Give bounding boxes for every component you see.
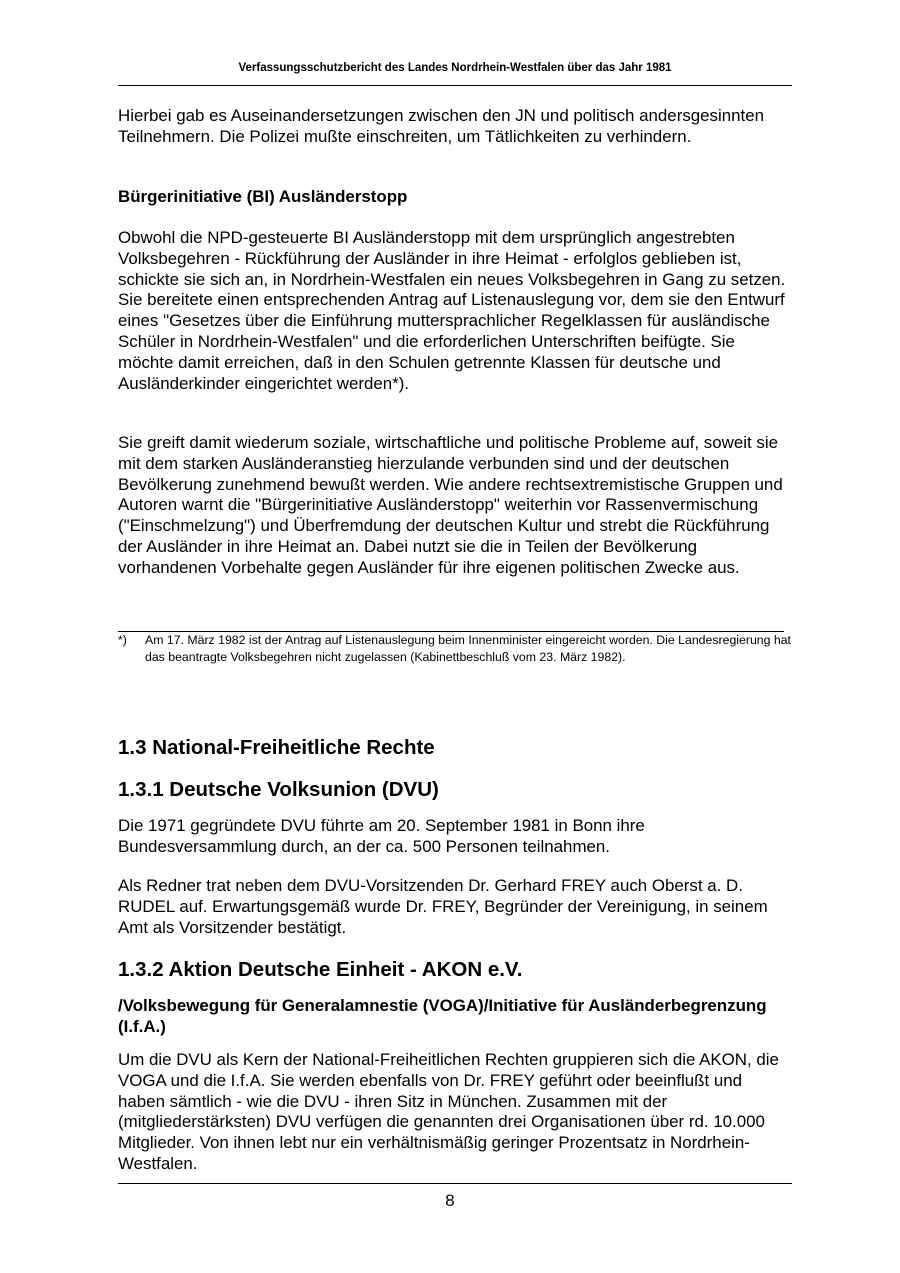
footnote-mark: *) (118, 633, 127, 647)
section-heading-1-3-2 (118, 957, 792, 983)
subheading-voga-ifa (118, 996, 792, 1038)
paragraph-text: Die 1971 gegründete DVU führte am 20. September 1981 in Bonn ihre Bundesversammlung durch, an der ca. 500 Personen teilnahmen. (118, 816, 645, 856)
section-heading-text: 1.3.2 Aktion Deutsche Einheit - AKON e.V. (118, 958, 523, 981)
paragraph-akon-voga-ifa (118, 1050, 792, 1175)
section-heading-1-3-1 (118, 777, 792, 803)
section-heading-text: 1.3 National-Freiheitliche Rechte (118, 736, 435, 759)
subheading-text: Bürgerinitiative (BI) Ausländerstopp (118, 187, 408, 206)
section-heading-text: 1.3.1 Deutsche Volksunion (DVU) (118, 778, 439, 801)
paragraph-text: Sie greift damit wiederum soziale, wirtschaftliche und politische Probleme auf, soweit sie mit dem starken Ausländeranstieg hierzulande verbunden sind und der deutschen Bevölkerung zunehmend bewußt werden. Wie andere rechtsextremistische Gruppen und Autoren warnt die "Bürgerinitiative Ausländerstopp" weiterhin vor Rassenvermischung ("Einschmelzung") und Überfremdung der deutschen Kultur und strebt die Rückführung der Ausländer in ihre Heimat an. Dabei nutzt sie die in Teilen der Bevölkerung vorhandenen Vorbehalte gegen Ausländer für ihre eigenen politischen Zwecke aus. (118, 433, 783, 577)
paragraph-text: Obwohl die NPD-gesteuerte BI Ausländerstopp mit dem ursprünglich angestrebten Volksbegehren - Rückführung der Ausländer in ihre Heimat - erfolglos geblieben ist, schickte sie sich an, in Nordrhein-Westfalen ein neues Volksbegehren in Gang zu setzen. Sie bereitete einen entsprechenden Antrag auf Listenauslegung vor, dem sie den Entwurf eines "Gesetzes über die Einführung muttersprachlicher Regelklassen für ausländische Schüler in Nordrhein-Westfalen" und die erforderlichen Unterschriften beifügte. Sie möchte damit erreichen, daß in den Schulen getrennte Klassen für deutsche und Ausländerkinder eingerichtet werden*). (118, 228, 786, 393)
paragraph-text: Um die DVU als Kern der National-Freiheitlichen Rechten gruppieren sich die AKON, die VOGA und die I.f.A. Sie werden ebenfalls von Dr. FREY geführt oder beeinflußt und haben sämtlich - wie die DVU - ihren Sitz in München. Zusammen mit der (mitgliederstärksten) DVU verfügen die genannten drei Organisationen über rd. 10.000 Mitglieder. Von ihnen lebt nur ein verhältnismäßig geringer Prozentsatz in Nordrhein-Westfalen. (118, 1050, 779, 1173)
paragraph-text: Hierbei gab es Auseinandersetzungen zwischen den JN und politisch andersgesinnten Teilnehmern. Die Polizei mußte einschreiten, um Tätlichkeiten zu verhindern. (118, 106, 765, 146)
running-header: Verfassungsschutzbericht des Landes Nordrhein-Westfalen über das Jahr 1981 (238, 62, 672, 74)
footer-rule (118, 1183, 792, 1184)
paragraph-bi-ueberfremdung (118, 433, 792, 579)
subheading-bi (118, 187, 792, 208)
page-number: 8 (445, 1191, 455, 1210)
paragraph-dvu-redner (118, 876, 792, 938)
section-heading-1-3 (118, 735, 792, 761)
paragraph-text: Als Redner trat neben dem DVU-Vorsitzenden Dr. Gerhard FREY auch Oberst a. D. RUDEL auf. Erwartungsgemäß wurde Dr. FREY, Begründer der Vereinigung, in seinem Amt als Vorsitzender bestätigt. (118, 876, 768, 937)
footnote (118, 632, 792, 666)
footnote-text: Am 17. März 1982 ist der Antrag auf Listenauslegung beim Innenminister eingereicht worden. Die Landesregierung hat das beantragte Volksbegehren nicht zugelassen (Kabinettbeschluß vom 23. März 1982). (145, 633, 791, 664)
paragraph-bi-volksbegehren (118, 228, 792, 394)
header-rule (118, 85, 792, 86)
paragraph-jn-conflict (118, 106, 792, 148)
subheading-text: /Volksbewegung für Generalamnestie (VOGA)/Initiative für Ausländerbegrenzung (I.f.A.) (118, 996, 767, 1036)
paragraph-dvu-bundesversammlung (118, 816, 792, 858)
